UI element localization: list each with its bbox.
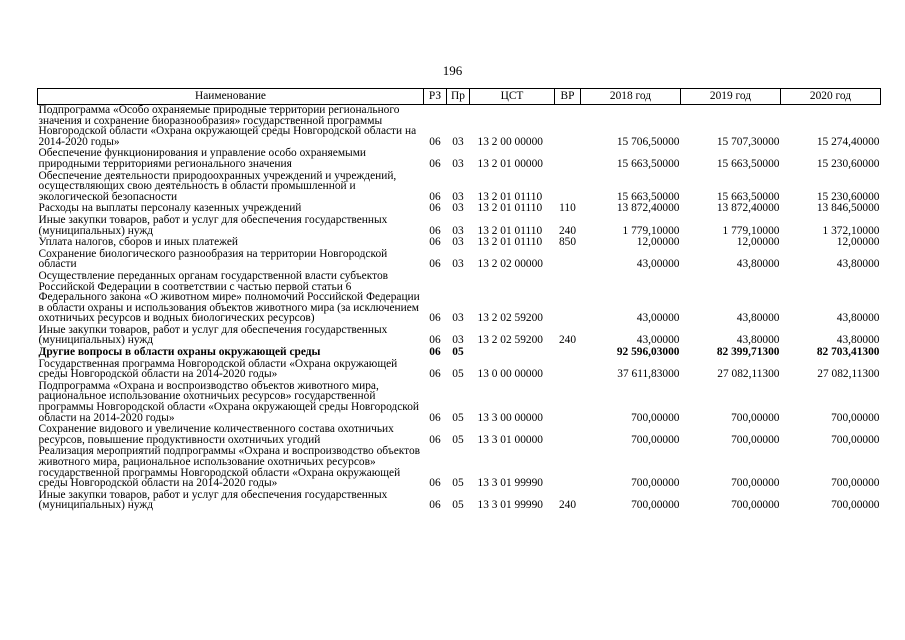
row-pr: 05 — [452, 477, 464, 490]
row-2018: 15 663,50000 — [616, 157, 680, 170]
row-pr: 03 — [452, 224, 464, 237]
header-2018: 2018 год — [581, 89, 681, 105]
table-row — [38, 171, 881, 204]
row-2020: 700,00000 — [831, 477, 880, 490]
row-name: Иные закупки товаров, работ и услуг для обеспечения государственных (муниципальных) нужд — [38, 488, 388, 512]
row-2020: 700,00000 — [831, 499, 880, 512]
row-cst: 13 2 02 59200 — [477, 312, 543, 325]
row-2019: 43,80000 — [736, 334, 780, 347]
table-row — [38, 249, 881, 271]
row-rz: 06 — [429, 157, 441, 170]
page-number: 196 — [442, 63, 463, 78]
row-name: Реализация мероприятий подпрограммы «Охрана и воспроизводство объектов животного мира, рациональное использование охотничьих ресурсов» государственной программы Новгородской области «Охрана окружающей среды Новгородской области на 2014-2020 годы» — [38, 445, 421, 490]
row-name: Уплата налогов, сборов и иных платежей — [38, 236, 238, 249]
row-vr — [555, 249, 581, 271]
row-cst: 13 2 02 00000 — [477, 258, 543, 271]
row-rz: 06 — [429, 224, 441, 237]
row-2019: 13 872,40000 — [716, 202, 780, 215]
row-name: Обеспечение деятельности природоохранных учреждений и учреждений, осуществляющих свою деятельность в области промышленной и экологической безопасности — [38, 169, 397, 203]
row-2020: 700,00000 — [831, 433, 880, 446]
row-vr: 110 — [559, 202, 576, 215]
row-cst: 13 0 00 00000 — [477, 368, 543, 381]
row-rz: 06 — [429, 477, 441, 490]
row-2019: 700,00000 — [731, 433, 780, 446]
row-name: Иные закупки товаров, работ и услуг для обеспечения государственных (муниципальных) нужд — [38, 323, 388, 347]
row-pr: 03 — [452, 190, 464, 203]
row-rz: 06 — [429, 258, 441, 271]
row-pr: 03 — [452, 258, 464, 271]
row-rz: 06 — [429, 346, 441, 359]
row-2018: 43,00000 — [636, 312, 680, 325]
table-body — [38, 105, 881, 512]
table-row — [38, 446, 881, 489]
row-pr: 03 — [452, 312, 464, 325]
row-rz: 06 — [429, 368, 441, 381]
row-vr — [555, 271, 581, 325]
row-cst: 13 3 01 99990 — [477, 499, 543, 512]
row-pr: 03 — [452, 157, 464, 170]
row-cst: 13 2 01 00000 — [477, 157, 543, 170]
row-cst: 13 3 01 99990 — [477, 477, 543, 490]
row-pr: 05 — [452, 368, 464, 381]
row-2019: 15 663,50000 — [716, 190, 780, 203]
row-2019: 700,00000 — [731, 411, 780, 424]
row-2019: 82 399,71300 — [716, 346, 780, 359]
row-2020: 700,00000 — [831, 411, 880, 424]
row-2018: 700,00000 — [631, 433, 680, 446]
row-name: Сохранение биологического разнообразия на территории Новгородской области — [38, 247, 388, 271]
row-2018: 13 872,40000 — [616, 202, 680, 215]
row-vr: 240 — [558, 334, 577, 347]
row-rz: 06 — [429, 236, 441, 249]
row-2018: 700,00000 — [631, 477, 680, 490]
row-2018: 1 779,10000 — [622, 224, 680, 237]
row-vr — [555, 105, 581, 149]
table-row — [38, 490, 881, 512]
row-name: Другие вопросы в области охраны окружающей среды — [38, 346, 321, 359]
table-row — [38, 424, 881, 446]
row-cst: 13 2 02 59200 — [477, 334, 543, 347]
row-rz: 06 — [429, 202, 441, 215]
row-2019: 12,00000 — [736, 236, 780, 249]
row-2020: 12,00000 — [836, 236, 880, 249]
budget-table — [37, 88, 881, 512]
row-vr — [555, 148, 581, 170]
header-vr: ВР — [555, 89, 581, 105]
row-rz: 06 — [429, 190, 441, 203]
row-vr: 240 — [558, 499, 577, 512]
row-2019: 1 779,10000 — [722, 224, 780, 237]
row-rz: 06 — [429, 411, 441, 424]
row-name: Сохранение видового и увеличение количественного состава охотничьих ресурсов, повышение продуктивности охотничьих угодий — [38, 423, 394, 446]
row-cst — [470, 347, 555, 359]
row-name: Расходы на выплаты персоналу казенных учреждений — [38, 202, 302, 215]
row-vr: 240 — [558, 224, 577, 237]
row-2019: 43,80000 — [736, 258, 780, 271]
row-2019: 43,80000 — [736, 312, 780, 325]
row-name: Обеспечение функционирования и управление особо охраняемыми природными территориями регионального значения — [38, 147, 366, 170]
row-2018: 700,00000 — [631, 499, 680, 512]
row-cst: 13 2 01 01110 — [477, 236, 543, 249]
row-rz: 06 — [429, 499, 441, 512]
row-2020: 82 703,41300 — [816, 346, 880, 359]
row-cst: 13 2 00 00000 — [477, 135, 543, 148]
row-name: Государственная программа Новгородской области «Охрана окружающей среды Новгородской области на 2014-2020 годы» — [38, 357, 398, 381]
row-2020: 43,80000 — [836, 334, 880, 347]
header-2019: 2019 год — [681, 89, 781, 105]
row-2019: 700,00000 — [731, 477, 780, 490]
table-row — [38, 215, 881, 237]
row-cst: 13 2 01 01110 — [477, 202, 543, 215]
row-rz: 06 — [429, 312, 441, 325]
row-2020: 1 372,10000 — [822, 224, 880, 237]
row-rz: 06 — [429, 135, 441, 148]
row-2019: 27 082,11300 — [717, 368, 780, 381]
row-2020: 15 274,40000 — [816, 135, 880, 148]
header-name: Наименование — [38, 89, 424, 105]
row-name: Осуществление переданных органам государственной власти субъектов Российской Федерации в соответствии с частью первой статьи 6 Федерального закона «О животном мире» полномочий Российской Федерации в области охраны и использования объектов животного мира (за исключением охотничьих ресурсов и водных биологических ресурсов) — [38, 269, 420, 325]
row-rz: 06 — [429, 433, 441, 446]
table-row — [38, 148, 881, 170]
row-2019: 15 663,50000 — [716, 157, 780, 170]
table-row — [38, 359, 881, 381]
row-vr — [555, 446, 581, 489]
row-2018: 43,00000 — [636, 258, 680, 271]
row-vr — [555, 424, 581, 446]
row-2020: 27 082,11300 — [817, 368, 880, 381]
row-2020: 43,80000 — [836, 258, 880, 271]
header-rz: РЗ — [424, 89, 447, 105]
row-2018: 15 663,50000 — [616, 190, 680, 203]
row-cst: 13 3 00 00000 — [477, 411, 543, 424]
row-cst: 13 2 01 01110 — [477, 224, 543, 237]
header-row — [38, 89, 881, 105]
header-cst: ЦСТ — [470, 89, 555, 105]
row-vr — [555, 347, 581, 359]
table-row — [38, 105, 881, 149]
row-2020: 15 230,60000 — [816, 190, 880, 203]
row-2020: 13 846,50000 — [816, 202, 880, 215]
row-name: Иные закупки товаров, работ и услуг для обеспечения государственных (муниципальных) нужд — [38, 213, 388, 237]
row-vr — [555, 171, 581, 204]
row-name: Подпрограмма «Охрана и воспроизводство объектов животного мира, рациональное использование охотничьих ресурсов» государственной программы Новгородской области «Охрана окружающей среды Новгородской области на 2014-2020 годы» — [38, 379, 420, 424]
row-pr: 03 — [452, 202, 464, 215]
row-rz: 06 — [429, 334, 441, 347]
row-vr: 850 — [558, 236, 577, 249]
row-pr: 05 — [452, 433, 464, 446]
row-vr — [555, 381, 581, 424]
table-row — [38, 237, 881, 249]
header-2020: 2020 год — [781, 89, 881, 105]
table-header — [38, 89, 881, 105]
row-2020: 43,80000 — [836, 312, 880, 325]
row-pr: 03 — [452, 236, 464, 249]
row-2019: 15 707,30000 — [716, 135, 780, 148]
row-vr — [555, 359, 581, 381]
table-row — [38, 325, 881, 347]
row-2019: 700,00000 — [731, 499, 780, 512]
row-cst: 13 2 01 01110 — [477, 190, 543, 203]
row-2018: 700,00000 — [631, 411, 680, 424]
row-2018: 43,00000 — [636, 334, 680, 347]
row-2018: 12,00000 — [636, 236, 680, 249]
row-2020: 15 230,60000 — [816, 157, 880, 170]
table-row — [38, 381, 881, 424]
row-2018: 92 596,03000 — [616, 346, 680, 359]
row-2018: 37 611,83000 — [617, 368, 680, 381]
row-name: Подпрограмма «Особо охраняемые природные территории регионального значения и сохранение биоразнообразия» государственной программы Новгородской области «Охрана окружающей среды Новгородской области на 2014-2020 годы» — [38, 104, 417, 148]
header-pr: Пр — [447, 89, 470, 105]
row-pr: 03 — [452, 334, 464, 347]
table-row — [38, 347, 881, 359]
row-2018: 15 706,50000 — [616, 135, 680, 148]
row-cst: 13 3 01 00000 — [477, 433, 543, 446]
row-pr: 05 — [452, 346, 464, 359]
row-pr: 03 — [452, 135, 464, 148]
row-pr: 05 — [452, 411, 464, 424]
row-pr: 05 — [452, 499, 464, 512]
table-row — [38, 271, 881, 325]
